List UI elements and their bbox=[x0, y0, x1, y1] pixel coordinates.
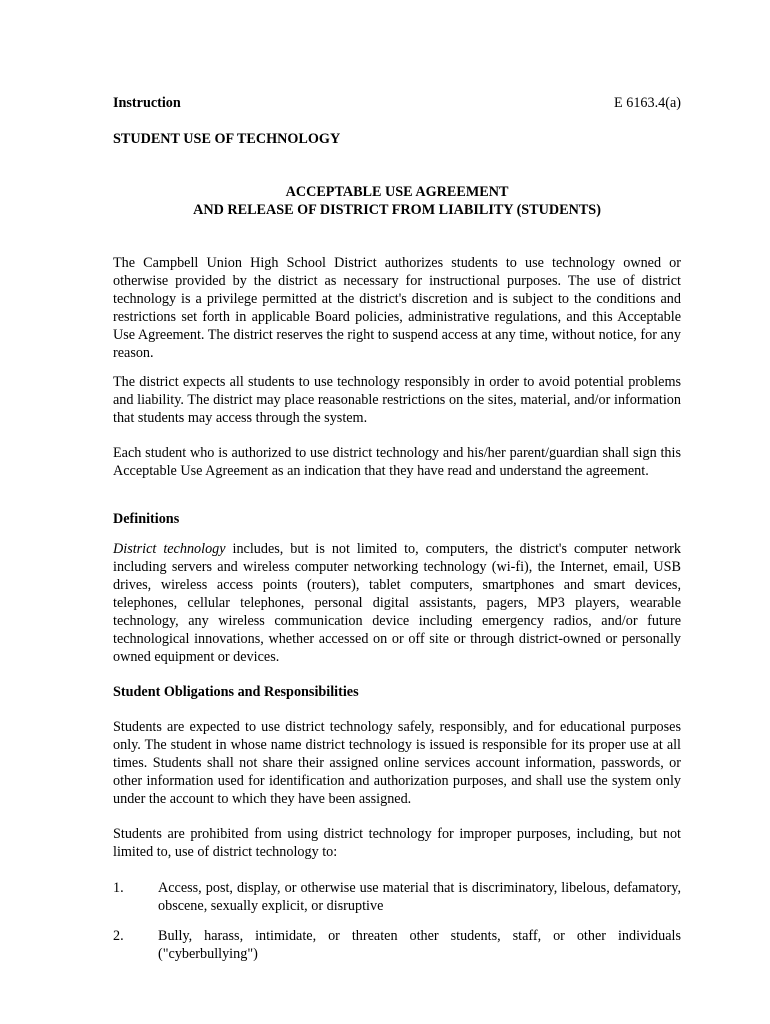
subtitle-line-1: ACCEPTABLE USE AGREEMENT bbox=[285, 184, 509, 200]
list-item-number: 1. bbox=[113, 880, 124, 896]
expectations-paragraph: The district expects all students to use technology responsibly in order to avoid potential problems and liability. The district may place reasonable restrictions on the sites, material, and/or information that students may access through the system. bbox=[113, 374, 681, 426]
list-item bbox=[113, 879, 681, 915]
section-label: Instruction bbox=[113, 95, 181, 111]
signature-paragraph: Each student who is authorized to use district technology and his/her parent/guardian shall sign this Acceptable Use Agreement as an indication that they have read and understand the agreement. bbox=[113, 445, 681, 479]
document-subtitle bbox=[113, 183, 681, 219]
obligations-paragraph: Students are expected to use district technology safely, responsibly, and for educational purposes only. The student in whose name district technology is issued is responsible for its proper use at all times. Students shall not share their assigned online services account information, passwords, or other information used for identification and authorization purposes, and shall use the system only under the account to which they have been assigned. bbox=[113, 719, 681, 807]
definition-text: includes, but is not limited to, computers, the district's computer network including servers and wireless computer networking technology (wi-fi), the Internet, email, USB drives, wireless access points (routers), tablet computers, smartphones and smart devices, telephones, cellular telephones, personal digital assistants, pagers, MP3 players, wearable technology, any wireless communication device including emergency radios, and/or future technological innovations, whether accessed on or off site or through district-owned or personally owned equipment or devices. bbox=[113, 541, 681, 665]
list-item-text: Bully, harass, intimidate, or threaten other students, staff, or other individuals ("cyberbullying") bbox=[158, 928, 681, 962]
definitions-heading: Definitions bbox=[113, 511, 180, 527]
definition-term: District technology bbox=[113, 541, 226, 557]
obligations-heading: Student Obligations and Responsibilities bbox=[113, 684, 359, 700]
policy-code: E 6163.4(a) bbox=[614, 95, 681, 111]
definitions-paragraph bbox=[113, 540, 681, 666]
list-item bbox=[113, 927, 681, 963]
list-item-number: 2. bbox=[113, 928, 124, 944]
prohibited-paragraph: Students are prohibited from using district technology for improper purposes, including, but not limited to, use of district technology to: bbox=[113, 826, 681, 860]
page-header bbox=[113, 94, 681, 112]
document-title: STUDENT USE OF TECHNOLOGY bbox=[113, 131, 341, 147]
list-item-text: Access, post, display, or otherwise use material that is discriminatory, libelous, defamatory, obscene, sexually explicit, or disruptive bbox=[158, 880, 681, 914]
subtitle-line-2: AND RELEASE OF DISTRICT FROM LIABILITY (STUDENTS) bbox=[193, 202, 601, 218]
intro-paragraph: The Campbell Union High School District authorizes students to use technology owned or otherwise provided by the district as necessary for instructional purposes. The use of district technology is a privilege permitted at the district's discretion and is subject to the conditions and restrictions set forth in applicable Board policies, administrative regulations, and this Acceptable Use Agreement. The district reserves the right to suspend access at any time, without notice, for any reason. bbox=[113, 255, 681, 361]
